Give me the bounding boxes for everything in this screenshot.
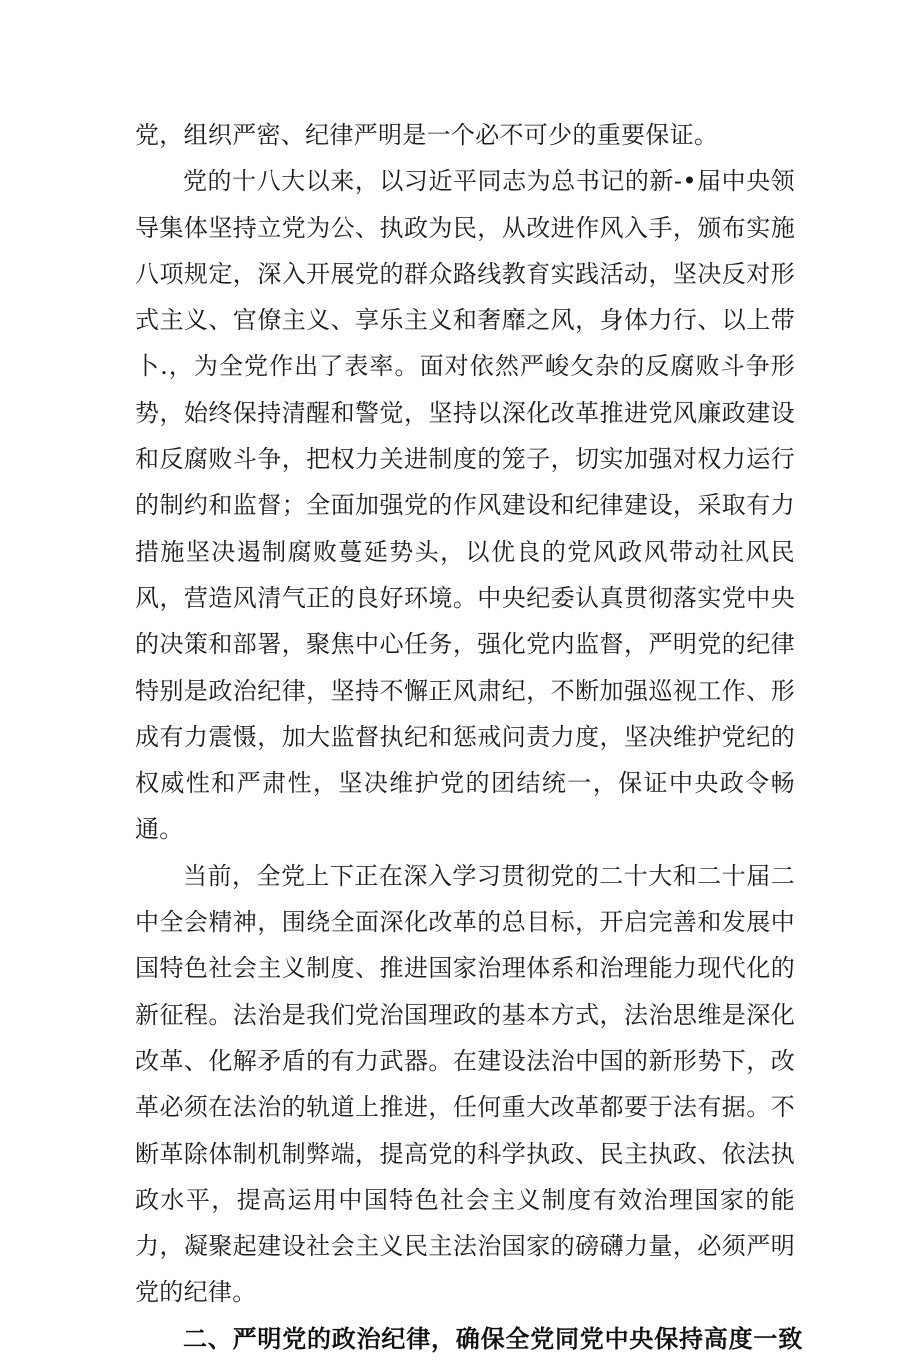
document-body [135,112,803,1362]
paragraph-continuation: 党，组织严密、纪律严明是一个必不可少的重要保证。 [135,121,719,149]
paragraph-current-situation: 当前，全党上下正在深入学习贯彻党的二十大和二十届二中全会精神，围绕全面深化改革的总目标，开启完善和发展中国特色社会主义制度、推进国家治理体系和治理能力现代化的新征程。法治是我们党治国理政的基本方式，法治思维是深化改革、化解矛盾的有力武器。在建设法治中国的新形势下，改革必须在法治的轨道上推进，任何重大改革都要于法有据。不断革除体制机制弊端，提高党的科学执政、民主执政、依法执政水平，提高运用中国特色社会主义制度有效治理国家的能力，凝聚起建设社会主义民主法治国家的磅礴力量，必须严明党的纪律。 [135,861,795,1307]
paragraph-since-18th-congress: 党的十八大以来，以习近平同志为总书记的新-•届中央领导集体坚持立党为公、执政为民，从改进作风入手，颁布实施八项规定，深入开展党的群众路线教育实践活动，坚决反对形式主义、官僚主义、享乐主义和奢靡之风，身体力行、以上带卜.，为全党作出了表率。面对依然严峻攵杂的反腐败斗争形势，始终保持清醒和警觉，坚持以深化改革推进党风廉政建设和反腐败斗争，把权力关进制度的笼子，切实加强对权力运行的制约和监督；全面加强党的作风建设和纪律建设，采取有力措施坚决遏制腐败蔓延势头，以优良的党风政风带动社风民风，营造风清气正的良好环境。中央纪委认真贯彻落实党中央的决策和部署，聚焦中心任务，强化党内监督，严明党的纪律特别是政治纪律，坚持不懈正风肃纪，不断加强巡视工作、形成有力震慑，加大监督执纪和惩戒问责力度，坚决维护党纪的权威性和严肃性，坚决维护党的团结统一，保证中央政令畅通。 [135,167,795,844]
section-heading: 二、严明党的政治纪律，确保全党同党中央保持高度一致 [183,1324,803,1353]
